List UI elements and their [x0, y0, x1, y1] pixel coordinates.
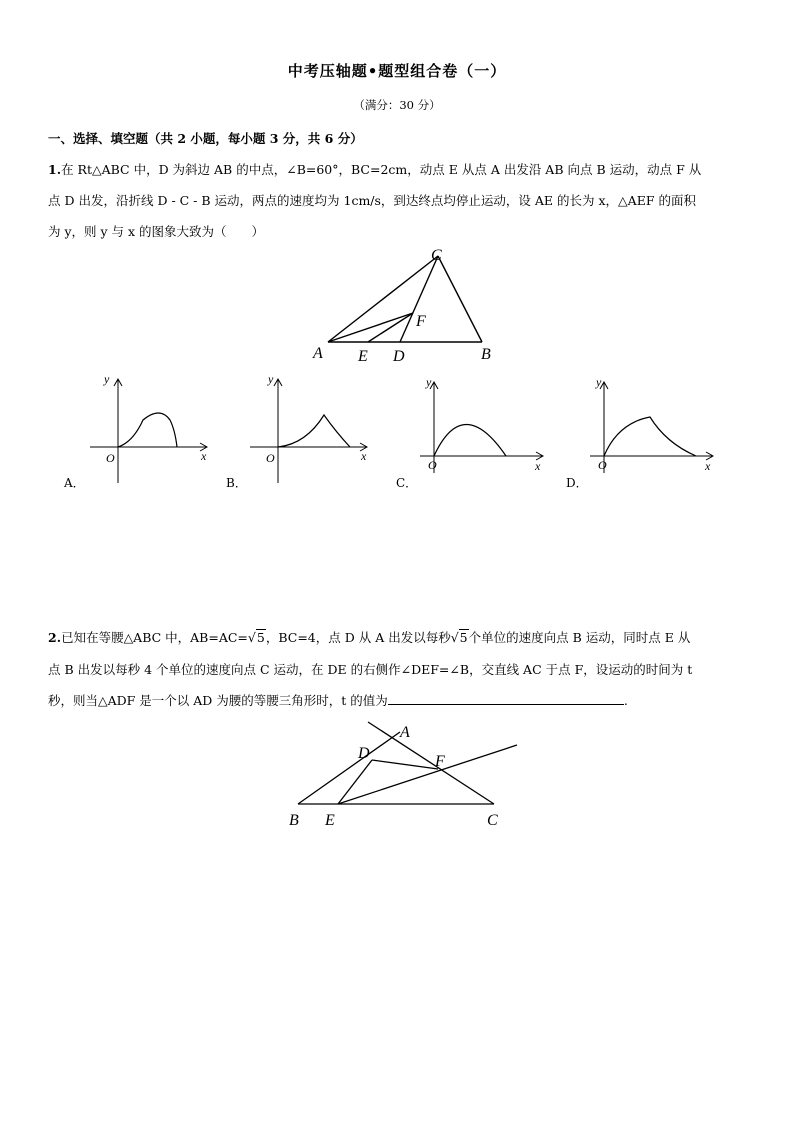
label-d: D [393, 348, 405, 365]
option-a-graph[interactable] [88, 370, 213, 485]
q1-line3: 为 y，则 y 与 x 的图象大致为（ ） [48, 224, 265, 239]
side-ba [298, 732, 400, 804]
label-c: C [431, 247, 442, 264]
label-b: B [481, 346, 491, 363]
svg-text:y: y [426, 375, 432, 389]
option-c-graph[interactable] [418, 375, 548, 475]
score-note: （满分：30 分） [353, 98, 441, 112]
svg-text:O: O [266, 451, 275, 465]
label-c: C [487, 812, 498, 829]
line-ac [368, 722, 494, 804]
q1-line1: 1.在 Rt△ABC 中，D 为斜边 AB 的中点，∠B=60°，BC=2cm，动点 E 从点 A 出发沿 AB 向点 B 运动，动点 F 从 [48, 162, 702, 177]
svg-text:O: O [428, 458, 437, 472]
option-a-label[interactable]: A． [64, 476, 85, 490]
svg-text:x: x [535, 459, 541, 473]
segment-ed [338, 760, 372, 804]
svg-text:x: x [201, 449, 207, 463]
q1-triangle-figure [300, 242, 510, 367]
option-d-label[interactable]: D． [566, 476, 588, 490]
label-d: D [358, 745, 370, 762]
q1-line2: 点 D 出发，沿折线 D - C - B 运动，两点的速度均为 1cm/s，到达终点均停止运动，设 AE 的长为 x，△AEF 的面积 [48, 193, 696, 208]
svg-text:y: y [596, 375, 602, 389]
sqrt-5-b: √5 [450, 630, 468, 645]
svg-text:O: O [106, 451, 115, 465]
label-b: B [289, 812, 299, 829]
q2-line2: 点 B 出发以每秒 4 个单位的速度向点 C 运动，在 DE 的右侧作∠DEF=∠B，交直线 AC 于点 F，设运动的时间为 t [48, 662, 693, 677]
label-a: A [313, 345, 323, 362]
label-f: F [416, 313, 426, 330]
page-title: 中考压轴题•题型组合卷（一） [287, 62, 507, 80]
q2-triangle-figure [280, 718, 525, 833]
svg-text:x: x [361, 449, 367, 463]
section-heading: 一、选择、填空题（共 2 小题，每小题 3 分，共 6 分） [48, 131, 363, 146]
label-e: E [358, 348, 368, 365]
segment-af [328, 313, 413, 342]
q2-line1: 2.已知在等腰△ABC 中，AB=AC=√5，BC=4，点 D 从 A 出发以每秒√5个单位的速度向点 B 运动，同时点 E 从 [48, 630, 691, 645]
sqrt-5-a: √5 [247, 630, 265, 645]
svg-text:y: y [268, 372, 274, 386]
option-c-label[interactable]: C． [396, 476, 418, 490]
q2-line3: 秒，则当△ADF 是一个以 AD 为腰的等腰三角形时，t 的值为 . [48, 693, 628, 708]
answer-blank[interactable] [388, 692, 624, 705]
svg-text:O: O [598, 458, 607, 472]
option-b-graph[interactable] [248, 370, 373, 485]
option-b-label[interactable]: B． [226, 476, 247, 490]
label-f: F [435, 753, 445, 770]
svg-text:x: x [705, 459, 711, 473]
option-d-graph[interactable] [588, 375, 718, 475]
label-e: E [325, 812, 335, 829]
side-cb [438, 256, 482, 342]
label-a: A [400, 724, 410, 741]
svg-text:y: y [104, 372, 110, 386]
